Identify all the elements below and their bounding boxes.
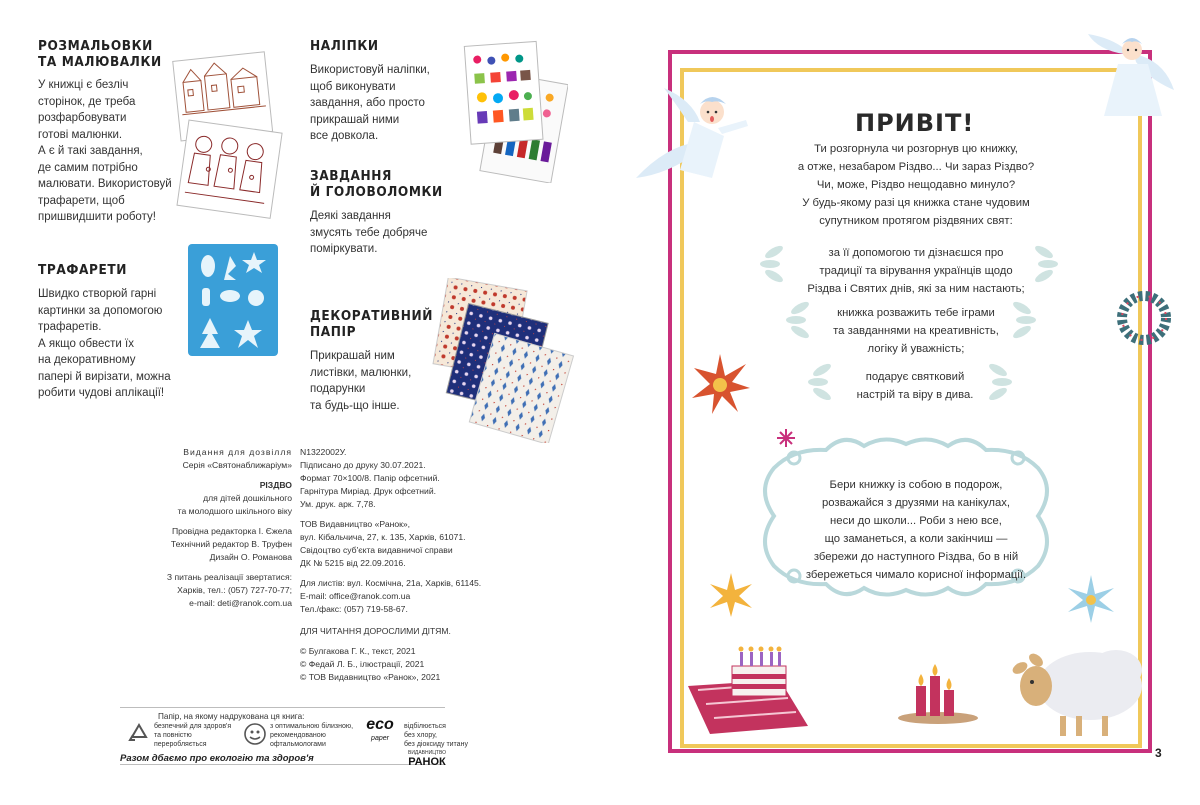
angel-left-illustration <box>628 82 758 194</box>
candles-illustration <box>896 662 980 726</box>
eco-col1: безпечний для здоров'я та повністю переробляється <box>154 723 232 748</box>
yellow-star-illustration <box>708 572 754 618</box>
eco-col3: відбілюється без хлору, без діоксиду титану <box>404 723 468 748</box>
sheep-illustration <box>1006 640 1146 740</box>
publisher-logo: ВИДАВНИЦТВО РАНОК <box>408 750 447 768</box>
stickers-body: Використовуй наліпки, щоб виконувати завдання, або просто прикрашай ними все довкола. <box>310 64 430 142</box>
eye-icon <box>242 722 268 746</box>
sticker-sheets-image <box>456 38 568 183</box>
bullet-games: книжка розважить тебе іграми та завданнями на креативність, логіку й уважність; <box>833 307 999 355</box>
bullet-traditions: за її допомогою ти дізнаєшся про традиції та вірування українців щодо Різдва і Святих днів, які за ним настають; <box>807 247 1025 295</box>
tasks-heading: ЗАВДАННЯ Й ГОЛОВОЛОМКИ <box>310 168 443 200</box>
deco-paper-heading: ДЕКОРАТИВНИЙ ПАПІР <box>310 308 434 340</box>
bullet-mood: подарує святковий настрій та віру в дива. <box>856 371 974 401</box>
imprint-right-column: N1322002У. Підписано до друку 30.07.2021. Формат 70×100/8. Папір офсетний. Гарнітура Миріад. Друк офсетний. Ум. друк. арк. 7,78. ТОВ Видавництво «Ранок», вул. Кібальчича, 27, к. 135, Харків, 61071. Свідоцтво суб'єкта видавничої справи ДК № 5215 від 22.09.2016. Для листів: вул. Космічна, 21а, Харків, 61145. E-mail: office@ranok.com.ua Тел./факс: (057) 719-58-67. ДЛЯ ЧИТАННЯ ДОРОСЛИМИ ДІТЯМ. © Булгакова Г. К., текст, 2021 © Федай Л. Б., ілюстрації, 2021 © ТОВ Видавництво «Ранок», 2021 <box>300 447 482 682</box>
page-number: 3 <box>1155 746 1162 760</box>
closing-paragraph: Бери книжку із собою в подорож, розважайся з друзями на канікулах, неси до школи... Роби з нею все, що заманеться, а коли закінчиш — збережи до наступного Різдва, бо в ній збережеться чимало корисної інформації. <box>805 479 1027 581</box>
eco-col2: з оптимальною білизною, рекомендованою офтальмологами <box>270 723 354 748</box>
page-title: ПРИВІТ! <box>855 109 975 137</box>
decorative-paper-image <box>424 278 576 443</box>
intro-paragraph: Ти розгорнула чи розгорнув цю книжку, а отже, незабаром Різдво... Чи зараз Різдво? Чи, може, Різдво нещодавно минуло? У будь-якому разі ця книжка стане чудовим супутником протягом різдвяних свят: <box>797 143 1035 227</box>
eco-slogan: Разом дбаємо про екологію та здоров'я <box>120 753 314 764</box>
coloring-body: У книжці є безліч сторінок, де треба розфарбовувати готові малюнки. А є й такі завдання, де самим потрібно малювати. Використовуй трафарети, щоб пришвидшити роботу! <box>38 79 172 223</box>
cake-on-rug-illustration <box>684 640 814 736</box>
angel-top-right-illustration <box>1078 30 1178 120</box>
wreath-illustration <box>1114 288 1174 348</box>
coloring-pages-image <box>168 48 286 220</box>
recycle-icon <box>126 722 152 746</box>
stencils-heading: ТРАФАРЕТИ <box>38 262 128 278</box>
tasks-body: Деякі завдання змусять тебе добряче поміркувати. <box>310 210 428 255</box>
deco-paper-body: Прикрашай ним листівки, малюнки, подарунки та будь-що інше. <box>310 350 412 412</box>
blue-star-illustration <box>1066 574 1116 624</box>
stickers-heading: НАЛІПКИ <box>310 38 379 54</box>
eco-title: Папір, на якому надрукована ця книга: <box>158 712 305 721</box>
eco-paper-logo: eco paper <box>366 716 394 742</box>
imprint-left-column: Видання для дозвілля Серія «Святонаближаріум» РІЗДВО для дітей дошкільного та молодшого шкільного віку Провідна редакторка І. Єжела Технічний редактор В. Труфен Дизайн О. Романова З питань реалізації звертатися: Харків, тел.: (057) 727-70-77; e-mail: deti@ranok.com.ua <box>166 447 292 608</box>
stencil-sheet-image <box>184 240 282 360</box>
coloring-heading: РОЗМАЛЬОВКИ ТА МАЛЮВАЛКИ <box>38 38 162 70</box>
stencils-body: Швидко створюй гарні картинки за допомогою трафаретів. А якщо обвести їх на декоративному папері й вирізати, можна робити чудові аплікації! <box>38 288 171 399</box>
starburst-red-illustration <box>688 352 752 416</box>
